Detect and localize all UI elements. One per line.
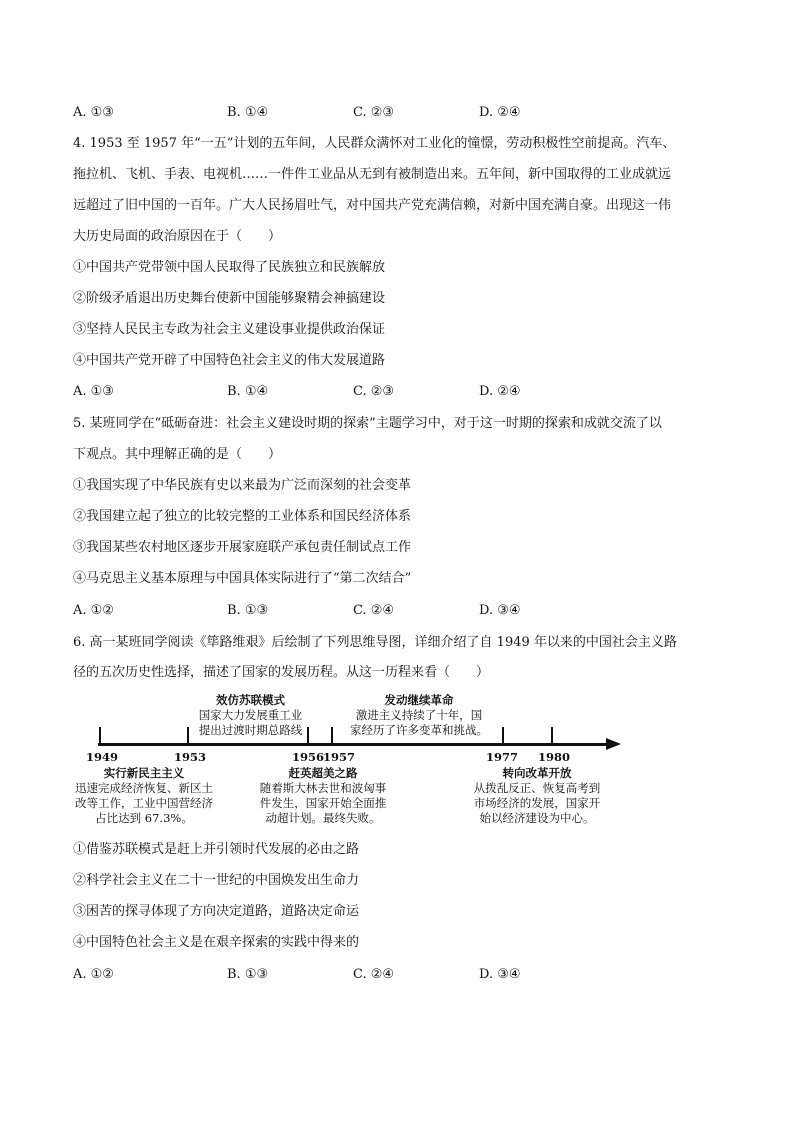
timeline-year-1956: 1956 xyxy=(292,750,325,764)
q4-statement-2: ②阶级矛盾退出历史舞台使新中国能够聚精会神搞建设 xyxy=(73,291,386,306)
q5-statement-1: ①我国实现了中华民族有史以来最为广泛而深刻的社会变革 xyxy=(73,478,412,493)
timeline-year-1953: 1953 xyxy=(174,750,207,764)
q6-option-d[interactable]: D. ③④ xyxy=(479,967,521,982)
q6-option-a[interactable]: A. ①② xyxy=(73,967,114,982)
timeline-bottom-2-line-3: 动超计划。最终失败。 xyxy=(265,811,381,825)
timeline-bottom-3-title: 转向改革开放 xyxy=(502,766,572,780)
timeline-year-1949: 1949 xyxy=(86,750,119,764)
q5-statement-4: ④马克思主义基本原理与中国具体实际进行了“第二次结合” xyxy=(73,571,412,586)
timeline-bottom-3-box xyxy=(466,766,608,826)
timeline-top-right-box xyxy=(345,693,493,738)
timeline-bottom-3-line-2: 市场经济的发展，国家开 xyxy=(473,796,601,810)
q3-option-d[interactable]: D. ②④ xyxy=(479,105,521,120)
timeline-bottom-3-line-3: 始以经济建设为中心。 xyxy=(479,811,595,825)
timeline-top-left-title: 效仿苏联模式 xyxy=(216,693,285,707)
q6-stem-line-2: 径的五次历史性选择，描述了国家的发展历程。从这一历程来看（ ） xyxy=(73,665,490,680)
q5-stem-line-2: 下观点。其中理解正确的是（ ） xyxy=(73,447,282,462)
q6-option-b[interactable]: B. ①③ xyxy=(227,967,269,982)
timeline-year-1977: 1977 xyxy=(486,750,519,764)
q4-stem-line-4: 大历史局面的政治原因在于（ ） xyxy=(73,229,282,244)
timeline-bottom-2-line-1: 随着斯大林去世和波匈事 xyxy=(259,781,387,795)
timeline-bottom-1-line-3: 占比达到 67.3%。 xyxy=(95,811,193,825)
q4-statement-4: ④中国共产党开辟了中国特色社会主义的伟大发展道路 xyxy=(73,353,386,368)
q5-option-b[interactable]: B. ①③ xyxy=(227,603,269,618)
q6-stem-line-1: 6. 高一某班同学阅读《筚路维艰》后绘制了下列思维导图，详细介绍了自 1949 年以来的中国社会主义路 xyxy=(73,635,677,650)
q6-statement-4: ④中国特色社会主义是在艰辛探索的实践中得来的 xyxy=(73,935,360,950)
timeline-arrow-icon xyxy=(606,738,621,750)
timeline-top-right-line-2: 家经历了许多变革和挑战。 xyxy=(350,723,488,737)
timeline-top-right-title: 发动继续革命 xyxy=(384,693,454,707)
timeline-year-1980: 1980 xyxy=(538,750,571,764)
q3-option-a[interactable]: A. ①③ xyxy=(73,105,114,120)
timeline-bottom-1-line-1: 迅速完成经济恢复、新区土 xyxy=(75,781,213,795)
timeline-year-1957: 1957 xyxy=(323,750,356,764)
q4-stem-line-3: 远超过了旧中国的一百年。广大人民扬眉吐气，对中国共产党充满信赖，对新中国充满自豪。出现这一伟 xyxy=(73,198,672,213)
timeline-bottom-2-box xyxy=(252,766,394,826)
q4-option-b[interactable]: B. ①④ xyxy=(227,384,269,399)
q5-statement-2: ②我国建立起了独立的比较完整的工业体系和国民经济体系 xyxy=(73,509,412,524)
timeline-bottom-3-line-1: 从拨乱反正、恢复高考到 xyxy=(473,781,601,795)
q4-statement-1: ①中国共产党带领中国人民取得了民族独立和民族解放 xyxy=(73,260,386,275)
timeline-bottom-1-line-2: 改等工作，工业中国营经济 xyxy=(75,796,213,810)
q4-option-d[interactable]: D. ②④ xyxy=(479,384,521,399)
q3-options xyxy=(73,105,713,121)
timeline-top-left-line-2: 提出过渡时期总路线 xyxy=(198,723,303,737)
q6-statement-3: ③困苦的探寻体现了方向决定道路，道路决定命运 xyxy=(73,904,360,919)
q5-stem-line-1: 5. 某班同学在“砥砺奋进：社会主义建设时期的探索”主题学习中，对于这一时期的探索和成就交流了以 xyxy=(73,416,662,431)
timeline-top-right-line-1: 激进主义持续了十年，国 xyxy=(355,708,483,722)
q5-option-d[interactable]: D. ③④ xyxy=(479,603,521,618)
q3-option-b[interactable]: B. ①④ xyxy=(227,105,269,120)
q5-options xyxy=(73,603,713,619)
q4-stem-line-1: 4. 1953 至 1957 年“一五”计划的五年间，人民群众满怀对工业化的憧憬，劳动积极性空前提高。汽车、 xyxy=(73,136,676,151)
q4-option-c[interactable]: C. ②③ xyxy=(353,384,395,399)
timeline-bottom-1-title: 实行新民主主义 xyxy=(103,766,185,780)
q4-options xyxy=(73,384,713,400)
q6-options xyxy=(73,967,713,983)
q6-statement-1: ①借鉴苏联模式是赶上并引领时代发展的必由之路 xyxy=(73,842,360,857)
q3-option-c[interactable]: C. ②③ xyxy=(353,105,395,120)
q5-option-c[interactable]: C. ②④ xyxy=(353,603,395,618)
q4-stem-line-2: 拖拉机、飞机、手表、电视机……一件件工业品从无到有被制造出来。五年间，新中国取得的工业成就远 xyxy=(73,167,672,182)
timeline-bottom-1-box xyxy=(68,766,220,826)
q6-statement-2: ②科学社会主义在二十一世纪的中国焕发出生命力 xyxy=(73,873,360,888)
q6-option-c[interactable]: C. ②④ xyxy=(353,967,395,982)
timeline-top-left-line-1: 国家大力发展重工业 xyxy=(198,708,303,722)
timeline-bottom-2-line-2: 件发生，国家开始全面推 xyxy=(259,796,387,810)
timeline-bottom-2-title: 赶英超美之路 xyxy=(288,766,358,780)
q4-statement-3: ③坚持人民民主专政为社会主义建设事业提供政治保证 xyxy=(73,322,386,337)
q4-option-a[interactable]: A. ①③ xyxy=(73,384,114,399)
q5-option-a[interactable]: A. ①② xyxy=(73,603,114,618)
timeline-top-left-box xyxy=(188,693,313,738)
timeline-axis xyxy=(98,743,608,746)
q5-statement-3: ③我国某些农村地区逐步开展家庭联产承包责任制试点工作 xyxy=(73,540,412,555)
